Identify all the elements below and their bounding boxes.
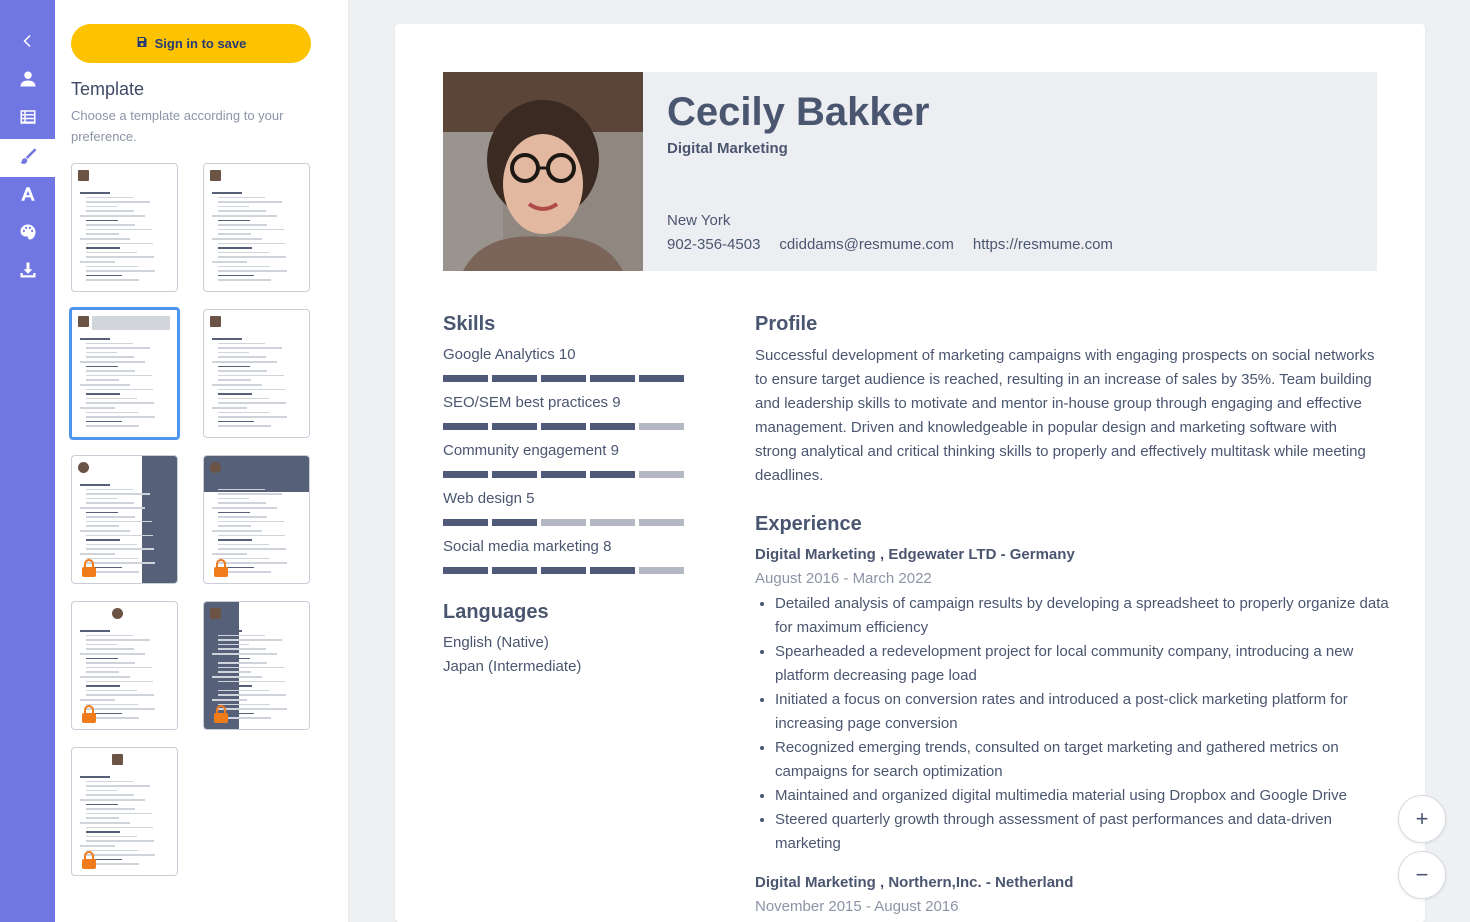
contact-line	[667, 236, 1113, 253]
template-thumbnail[interactable]	[203, 455, 310, 584]
thumbnail-detail	[212, 553, 247, 555]
thumbnail-detail	[218, 548, 286, 550]
thumbnail-detail	[218, 206, 249, 208]
thumbnail-detail	[210, 608, 221, 619]
website: https://resmume.com	[972, 236, 1113, 253]
thumbnail-detail	[218, 412, 270, 414]
thumbnail-detail	[86, 639, 150, 641]
zoom-in-button[interactable]	[1398, 795, 1446, 843]
thumbnail-detail	[212, 699, 247, 701]
thumbnail-detail	[218, 512, 250, 514]
thumbnail-detail	[86, 275, 122, 277]
thumbnail-detail	[86, 662, 135, 664]
thumbnail-detail	[218, 224, 267, 226]
thumbnail-detail	[218, 379, 251, 381]
job-title: Digital Marketing , Northern,Inc. - Netherland	[755, 874, 1074, 891]
font-icon	[19, 185, 37, 208]
thumbnail-detail	[80, 699, 115, 701]
lock-icon	[81, 705, 97, 723]
job-dates: November 2015 - August 2016	[755, 898, 959, 915]
skill-level-segment	[590, 423, 635, 430]
profile-heading: Profile	[755, 313, 818, 335]
resume-header	[443, 72, 1377, 271]
thumbnail-detail	[218, 398, 269, 400]
thumbnail-detail	[86, 352, 117, 354]
thumbnail-detail	[86, 836, 137, 838]
phone: 902-356-4503	[667, 236, 761, 253]
thumbnail-detail	[78, 170, 89, 181]
thumbnail-detail	[80, 630, 110, 632]
thumbnail-detail	[218, 681, 285, 683]
thumbnail-detail	[218, 489, 265, 491]
thumbnail-detail	[86, 827, 153, 829]
skill-level-segment	[639, 567, 684, 574]
experience-heading: Experience	[755, 513, 862, 535]
thumbnail-detail	[212, 653, 277, 655]
skill-level-segment	[639, 375, 684, 382]
thumbnail-detail	[218, 544, 269, 546]
thumbnail-detail	[212, 215, 277, 217]
thumbnail-detail	[86, 256, 154, 258]
skill-level-bar	[443, 567, 684, 574]
thumbnail-detail	[86, 644, 117, 646]
thumbnail-detail	[218, 521, 284, 523]
thumbnail-detail	[86, 525, 119, 527]
skill-level-segment	[541, 471, 586, 478]
thumbnail-detail	[218, 375, 284, 377]
thumbnail-detail	[218, 425, 271, 427]
thumbnail-detail	[86, 393, 120, 395]
thumbnail-detail	[86, 535, 153, 537]
thumbnail-detail	[86, 210, 134, 212]
thumbnail-detail	[86, 544, 137, 546]
thumbnail-detail	[218, 493, 282, 495]
thumbnail-detail	[86, 648, 134, 650]
skill-level-segment	[590, 519, 635, 526]
thumbnail-detail	[218, 366, 250, 368]
resume-city: New York	[667, 212, 731, 229]
thumbnail-detail	[80, 384, 130, 386]
thumbnail-detail	[80, 530, 130, 532]
language-item: English (Native)	[443, 634, 549, 651]
thumbnail-detail	[86, 379, 119, 381]
thumbnail-detail	[80, 822, 130, 824]
thumbnail-detail	[86, 206, 117, 208]
thumbnail-detail	[86, 539, 120, 541]
back-button[interactable]	[0, 24, 55, 62]
profile-photo	[443, 72, 643, 271]
thumbnail-detail	[218, 639, 282, 641]
skill-label: Community engagement 9	[443, 442, 619, 459]
thumbnail-detail	[80, 238, 130, 240]
thumbnail-detail	[218, 356, 266, 358]
thumbnail-detail	[86, 421, 122, 423]
thumbnail-detail	[80, 261, 115, 263]
tool-rail	[0, 0, 55, 922]
thumbnail-detail	[212, 484, 242, 486]
skill-label: Web design 5	[443, 490, 535, 507]
thumbnail-detail	[86, 416, 155, 418]
list-icon	[19, 108, 37, 131]
skill-level-segment	[492, 375, 537, 382]
thumbnail-detail	[218, 279, 271, 281]
thumbnail-detail	[80, 676, 130, 678]
thumbnail-detail	[86, 243, 153, 245]
skill-level-segment	[492, 423, 537, 430]
thumbnail-detail	[218, 694, 286, 696]
thumbnail-detail	[86, 489, 133, 491]
skill-level-segment	[492, 567, 537, 574]
skill-label: SEO/SEM best practices 9	[443, 394, 621, 411]
skill-level-segment	[590, 567, 635, 574]
thumbnail-detail	[86, 356, 134, 358]
thumbnail-detail	[218, 502, 266, 504]
thumbnail-detail	[86, 493, 150, 495]
job-bullet: • Steered quarterly growth through assessment of past performances and data-driven marketing	[775, 808, 1400, 856]
thumbnail-detail	[86, 681, 153, 683]
thumbnail-detail	[218, 197, 265, 199]
chevron-left-icon	[19, 32, 37, 55]
thumbnail-detail	[218, 416, 287, 418]
thumbnail-detail	[218, 252, 269, 254]
template-panel	[55, 0, 349, 922]
template-thumbnail[interactable]	[71, 601, 178, 730]
thumbnail-detail	[86, 667, 152, 669]
thumbnail-detail	[80, 407, 115, 409]
brush-icon	[19, 147, 37, 170]
thumbnail-detail	[212, 338, 242, 340]
job-dates: August 2016 - March 2022	[755, 570, 932, 587]
thumbnail-detail	[218, 690, 269, 692]
sections-button[interactable]	[0, 100, 55, 138]
personal-info-button[interactable]	[0, 62, 55, 100]
thumbnail-detail	[218, 266, 270, 268]
resume-preview	[395, 24, 1425, 922]
palette-icon	[19, 223, 37, 246]
skill-level-segment	[492, 519, 537, 526]
job-bullet: • Recognized emerging trends, consulted on target marketing and gathered metrics on campaigns for search optimization	[775, 736, 1400, 784]
thumbnail-detail	[212, 261, 247, 263]
user-icon	[19, 70, 37, 93]
resume-name: Cecily Bakker	[667, 90, 930, 134]
job-bullets	[755, 592, 1400, 856]
thumbnail-detail	[80, 799, 145, 801]
thumbnail-detail	[86, 813, 152, 815]
thumbnail-detail	[86, 220, 118, 222]
thumbnail-detail	[218, 343, 265, 345]
skill-label: Social media marketing 8	[443, 538, 612, 555]
thumbnail-detail	[112, 608, 123, 619]
template-thumbnail[interactable]	[203, 601, 310, 730]
minus-icon: −	[1415, 862, 1429, 887]
thumbnail-detail	[86, 197, 133, 199]
thumbnail-detail	[86, 201, 150, 203]
thumbnail-detail	[86, 389, 153, 391]
thumbnail-detail	[218, 498, 249, 500]
thumbnail-detail	[218, 210, 266, 212]
thumbnail-detail	[218, 229, 284, 231]
thumbnail-detail	[212, 407, 247, 409]
thumbnail-detail	[86, 785, 150, 787]
thumbnail-detail	[218, 535, 285, 537]
thumbnail-detail	[218, 256, 286, 258]
email: cdiddams@resmume.com	[779, 236, 954, 253]
thumbnail-detail	[86, 794, 134, 796]
template-thumbnail[interactable]	[71, 455, 178, 584]
thumbnail-detail	[218, 352, 249, 354]
lock-icon	[81, 851, 97, 869]
thumbnail-detail	[86, 343, 133, 345]
skill-level-segment	[443, 375, 488, 382]
thumbnail-detail	[80, 653, 145, 655]
thumbnail-detail	[86, 804, 118, 806]
thumbnail-detail	[212, 384, 262, 386]
thumbnail-detail	[86, 498, 117, 500]
save-icon	[136, 36, 148, 51]
thumbnail-detail	[80, 484, 110, 486]
skill-label: Google Analytics 10	[443, 346, 576, 363]
thumbnail-detail	[86, 817, 119, 819]
thumbnail-detail	[218, 525, 251, 527]
thumbnail-detail	[86, 516, 135, 518]
template-thumbnail[interactable]	[203, 309, 310, 438]
thumbnail-detail	[218, 644, 249, 646]
skill-level-segment	[541, 375, 586, 382]
skill-level-segment	[443, 423, 488, 430]
thumbnail-detail	[210, 170, 221, 181]
template-thumbnail[interactable]	[71, 163, 178, 292]
skill-level-segment	[541, 567, 586, 574]
lock-icon	[81, 559, 97, 577]
thumbnail-detail	[86, 375, 152, 377]
thumbnail-detail	[86, 808, 135, 810]
thumbnail-detail	[218, 370, 267, 372]
thumbnail-detail	[218, 667, 284, 669]
thumbnail-detail	[78, 316, 89, 327]
thumbnail-detail	[80, 845, 115, 847]
skill-level-segment	[639, 519, 684, 526]
thumbnail-detail	[86, 671, 119, 673]
languages-heading: Languages	[443, 601, 549, 623]
thumbnail-detail	[218, 393, 252, 395]
template-thumbnail[interactable]	[203, 163, 310, 292]
thumbnail-detail	[86, 398, 137, 400]
thumbnail-detail	[204, 456, 309, 492]
color-button[interactable]	[0, 215, 55, 253]
thumbnail-detail	[218, 662, 267, 664]
thumbnail-detail	[86, 270, 155, 272]
thumbnail-detail	[86, 229, 152, 231]
thumbnail-detail	[218, 220, 250, 222]
thumbnail-detail	[86, 347, 150, 349]
thumbnail-detail	[212, 630, 242, 632]
thumbnail-detail	[210, 462, 221, 473]
thumbnail-detail	[218, 402, 286, 404]
skill-level-segment	[541, 423, 586, 430]
job-bullet: • Detailed analysis of campaign results by developing a spreadsheet to properly organize data for maximum efficiency	[775, 592, 1400, 640]
thumbnail-detail	[218, 270, 287, 272]
plus-icon: +	[1415, 806, 1429, 831]
skill-level-segment	[590, 375, 635, 382]
download-button[interactable]	[0, 253, 55, 291]
thumbnail-detail	[86, 685, 120, 687]
thumbnail-detail	[92, 316, 170, 330]
job-bullet: • Maintained and organized digital multimedia material using Dropbox and Google Drive	[775, 784, 1400, 808]
panel-title: Template	[71, 79, 145, 99]
thumbnail-detail	[142, 456, 177, 583]
thumbnail-detail	[212, 361, 277, 363]
template-button[interactable]	[0, 139, 55, 177]
skill-level-bar	[443, 471, 684, 478]
job-bullet: • Initiated a focus on conversion rates and introduced a post-click marketing platform for increasing page conversion	[775, 688, 1400, 736]
thumbnail-detail	[86, 831, 120, 833]
thumbnail-detail	[86, 279, 139, 281]
thumbnail-detail	[218, 671, 251, 673]
thumbnail-detail	[86, 266, 138, 268]
thumbnail-detail	[218, 233, 251, 235]
thumbnail-detail	[86, 690, 137, 692]
lock-icon	[213, 705, 229, 723]
sign-in-label: Sign in to save	[154, 36, 247, 51]
thumbnail-detail	[212, 530, 262, 532]
thumbnail-detail	[86, 247, 120, 249]
thumbnail-detail	[80, 361, 145, 363]
sign-in-to-save-button[interactable]	[71, 24, 311, 63]
thumbnail-detail	[218, 421, 254, 423]
lock-icon	[213, 559, 229, 577]
thumbnail-detail	[86, 548, 154, 550]
zoom-out-button[interactable]	[1398, 851, 1446, 899]
thumbnail-detail	[218, 658, 250, 660]
thumbnail-detail	[86, 521, 152, 523]
panel-subtitle: Choose a template according to your preference.	[71, 108, 284, 144]
thumbnail-detail	[218, 247, 252, 249]
thumbnail-detail	[86, 512, 118, 514]
thumbnail-detail	[86, 840, 154, 842]
job-title: Digital Marketing , Edgewater LTD - Germany	[755, 546, 1075, 563]
thumbnail-detail	[218, 201, 282, 203]
thumbnail-detail	[80, 215, 145, 217]
thumbnail-detail	[218, 243, 285, 245]
skill-level-segment	[639, 423, 684, 430]
thumbnail-detail	[86, 694, 154, 696]
thumbnail-detail	[218, 389, 285, 391]
skills-heading: Skills	[443, 313, 496, 335]
job-bullet: • Spearheaded a redevelopment project for local community company, introducing a new platform decreasing page load	[775, 640, 1400, 688]
thumbnail-detail	[86, 233, 119, 235]
thumbnail-detail	[86, 658, 118, 660]
thumbnail-detail	[218, 635, 265, 637]
thumbnail-detail	[212, 238, 262, 240]
thumbnail-detail	[218, 539, 252, 541]
thumbnail-detail	[86, 635, 133, 637]
skill-level-segment	[492, 471, 537, 478]
skill-level-bar	[443, 519, 684, 526]
skill-level-segment	[443, 519, 488, 526]
thumbnail-detail	[80, 553, 115, 555]
thumbnail-detail	[80, 338, 110, 340]
thumbnail-detail	[218, 685, 252, 687]
skill-level-segment	[639, 471, 684, 478]
download-icon	[19, 261, 37, 284]
template-thumbnail[interactable]	[71, 747, 178, 876]
thumbnail-detail	[210, 316, 221, 327]
thumbnail-detail	[218, 275, 254, 277]
language-item: Japan (Intermediate)	[443, 658, 582, 675]
font-button[interactable]	[0, 177, 55, 215]
resume-role: Digital Marketing	[667, 140, 788, 157]
thumbnail-detail	[86, 224, 135, 226]
skill-level-segment	[541, 519, 586, 526]
thumbnail-detail	[86, 402, 154, 404]
skill-level-bar	[443, 423, 684, 430]
skill-level-segment	[443, 471, 488, 478]
template-thumbnail[interactable]	[69, 307, 180, 440]
thumbnail-detail	[212, 192, 242, 194]
profile-text: Successful development of marketing campaigns with engaging prospects on social networks to ensure target audience is reached, resulting in an increase of sales by 35%. Team building and leadership skills to motivate and mentor in-house group through engaging and effective management. Driven and knowledgeable in popular design and marketing software with strong analytical and critical thinking skills to properly and effectively multitask while meeting deadlines.	[755, 347, 1375, 484]
thumbnail-detail	[86, 252, 137, 254]
skill-level-segment	[590, 471, 635, 478]
thumbnail-detail	[86, 370, 135, 372]
thumbnail-detail	[86, 412, 138, 414]
skill-level-segment	[443, 567, 488, 574]
thumbnail-detail	[86, 781, 133, 783]
thumbnail-detail	[86, 790, 117, 792]
thumbnail-detail	[78, 462, 89, 473]
thumbnail-detail	[80, 776, 110, 778]
thumbnail-detail	[112, 754, 123, 765]
thumbnail-detail	[218, 648, 266, 650]
thumbnail-detail	[212, 507, 277, 509]
thumbnail-detail	[218, 347, 282, 349]
thumbnail-detail	[218, 516, 267, 518]
thumbnail-detail	[86, 425, 139, 427]
thumbnail-detail	[86, 502, 134, 504]
skill-level-bar	[443, 375, 684, 382]
thumbnail-detail	[212, 676, 262, 678]
thumbnail-detail	[80, 507, 145, 509]
thumbnail-detail	[80, 192, 110, 194]
thumbnail-detail	[86, 366, 118, 368]
